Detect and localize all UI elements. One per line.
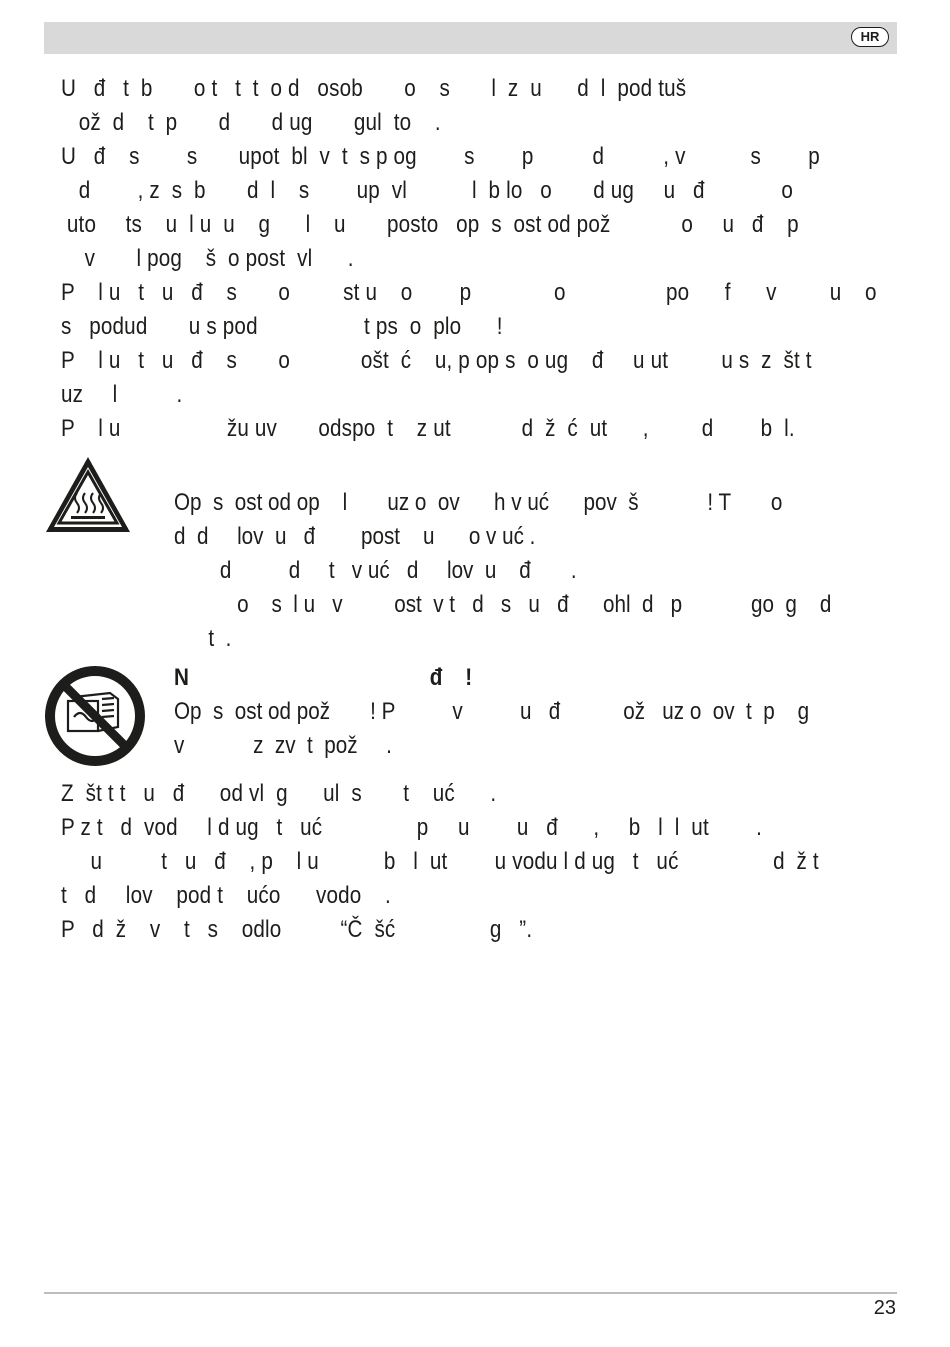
text-line: d , z s b d l s up vl l b lo o d ug u đ o (61, 177, 794, 204)
text-line: ož d t p d d ug gul to . (61, 109, 441, 136)
text-line: s podud u s pod t ps o plo ! (61, 313, 503, 340)
text-line: t d lov pod t ućo vodo . (61, 882, 391, 909)
text-line: uz l . (61, 381, 183, 408)
warning-heading: N đ ! (174, 664, 473, 691)
hot-surface-warning-text (174, 486, 894, 656)
footer-divider (44, 1292, 897, 1294)
text-line: t . (174, 625, 232, 652)
page-number: 23 (873, 1297, 896, 1319)
text-line: v l pog š o post vl . (61, 245, 354, 272)
hot-surface-warning-icon (44, 455, 132, 535)
text-line: uto ts u l u u g l u posto op s ost od pož o u đ p (61, 211, 799, 238)
text-line: P l u žu uv odspo t z ut d ž ć ut , d b l. (61, 415, 795, 442)
do-not-cover-warning-text (174, 661, 894, 763)
text-line: u t u đ , p l u b l ut u vodu l d ug t uć d ž t (61, 848, 819, 875)
do-not-cover-prohibition-icon (44, 665, 146, 767)
safety-text-section-2 (61, 777, 897, 947)
safety-text-section-1 (61, 72, 897, 446)
text-line: P z t d vod l d ug t uć p u u đ , b l l ut . (61, 814, 763, 841)
text-line: U đ s s upot bl v t s p og s p d , v s p (61, 143, 820, 170)
language-badge: HR (851, 27, 889, 47)
text-line: P d ž v t s odlo “Č šć g ”. (61, 916, 533, 943)
text-line: P l u t u đ s o st u o p o po f v u o (61, 279, 877, 306)
text-line: Op s ost od pož ! P v u đ ož uz o ov t p g (174, 698, 810, 725)
text-line: Z št t t u đ od vl g ul s t uć . (61, 780, 497, 807)
text-line: Op s ost od op l uz o ov h v uć pov š ! T o (174, 489, 783, 516)
text-line: v z zv t pož . (174, 732, 392, 759)
text-line: U đ t b o t t t o d osob o s l z u d l pod tuš (61, 75, 687, 102)
text-line: P l u t u đ s o ošt ć u, p op s o ug đ u ut u s z št t (61, 347, 812, 374)
header-bar (44, 22, 897, 54)
text-line: o s l u v ost v t d s u đ ohl d p go g d (174, 591, 832, 618)
text-line: d d t v uć d lov u đ . (174, 557, 577, 584)
text-line: d d lov u đ post u o v uć . (174, 523, 536, 550)
